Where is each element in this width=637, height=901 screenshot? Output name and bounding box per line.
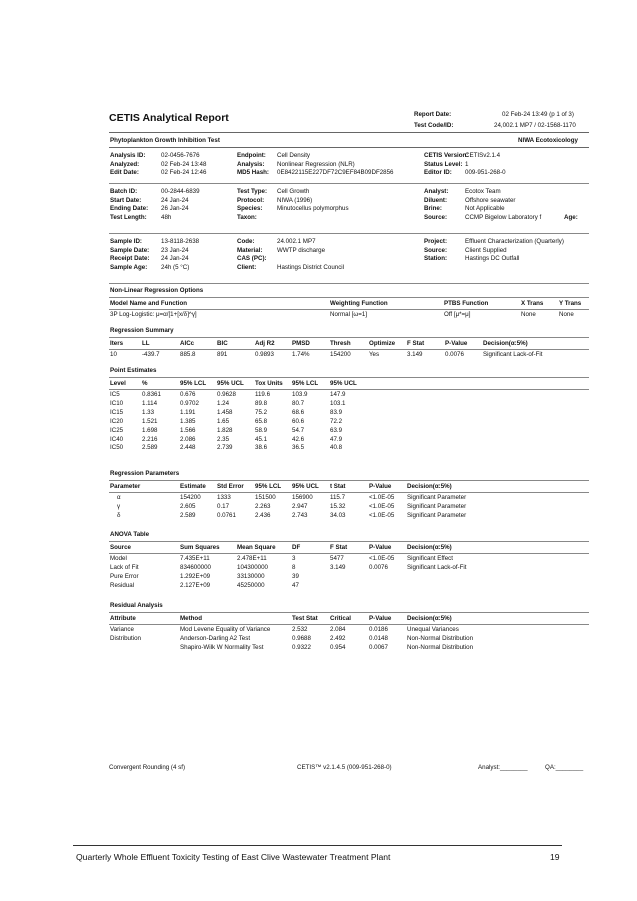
info-value: 00-2844-6839 bbox=[161, 188, 200, 195]
info-value: 1 bbox=[465, 160, 469, 168]
table-header-cell: P-Value bbox=[369, 483, 392, 490]
info-value: 009-951-268-0 bbox=[465, 169, 506, 176]
table-header-cell: Thresh bbox=[330, 340, 351, 347]
table-header-cell: PTBS Function bbox=[444, 300, 489, 307]
table-cell: 154200 bbox=[180, 494, 201, 501]
table-cell: Model bbox=[110, 555, 127, 562]
table-cell: 103.9 bbox=[292, 391, 308, 398]
table-cell: None bbox=[521, 311, 536, 318]
table-header-cell: DF bbox=[292, 544, 301, 551]
info-value: Ecotox Team bbox=[465, 188, 501, 195]
table-header-cell: Weighting Function bbox=[330, 300, 388, 307]
residual-title: Residual Analysis bbox=[110, 602, 163, 609]
table-header-cell: Model Name and Function bbox=[110, 300, 188, 307]
info-label: Project: bbox=[424, 238, 448, 245]
table-cell: 2.589 bbox=[180, 511, 196, 519]
table-cell: 1.292E+09 bbox=[180, 572, 211, 580]
table-header-cell: P-Value bbox=[369, 544, 392, 551]
table-cell: 45250000 bbox=[237, 581, 265, 589]
table-cell: 0.0148 bbox=[369, 634, 388, 642]
report-date-label: Report Date: bbox=[414, 111, 452, 118]
table-header-cell: t Stat bbox=[330, 483, 346, 490]
table-cell: 47.9 bbox=[330, 435, 343, 443]
points-title: Point Estimates bbox=[110, 367, 157, 374]
table-cell: 119.6 bbox=[255, 391, 271, 398]
table-cell: 104300000 bbox=[237, 563, 268, 571]
table-cell: 156900 bbox=[292, 494, 313, 501]
table-cell: 1.65 bbox=[217, 417, 230, 425]
table-cell: 1.74% bbox=[292, 351, 310, 358]
table-header-cell: BIC bbox=[217, 340, 228, 347]
table-cell: Unequal Variances bbox=[407, 626, 459, 633]
table-header-cell: Critical bbox=[330, 615, 351, 622]
info-label: Test Length: bbox=[110, 213, 147, 221]
table-cell: 1.828 bbox=[217, 426, 233, 434]
table-header-cell: Decision(α:5%) bbox=[407, 615, 452, 622]
table-cell: 2.448 bbox=[180, 444, 196, 452]
table-cell: IC15 bbox=[110, 408, 124, 416]
info-value: 24 Jan-24 bbox=[161, 196, 189, 204]
table-cell: 891 bbox=[217, 351, 228, 358]
table-cell: 89.8 bbox=[255, 399, 268, 407]
table-cell: 2.35 bbox=[217, 435, 230, 443]
page-number: 19 bbox=[550, 852, 560, 862]
info-label: Analysis ID: bbox=[110, 152, 146, 159]
table-header-cell: 95% LCL bbox=[180, 380, 207, 387]
info-label: Start Date: bbox=[110, 196, 142, 204]
table-cell: 2.084 bbox=[330, 626, 346, 633]
rule-2 bbox=[109, 183, 589, 184]
table-cell: 47 bbox=[292, 581, 299, 589]
table-cell: 0.954 bbox=[330, 643, 346, 651]
table-cell: 7.435E+11 bbox=[180, 555, 210, 562]
info-label: Client: bbox=[237, 263, 257, 271]
info-value: Effluent Characterization (Quarterly) bbox=[465, 238, 564, 245]
info-label: Code: bbox=[237, 238, 255, 245]
table-cell: 54.7 bbox=[292, 426, 305, 434]
table-cell: 1333 bbox=[217, 494, 231, 501]
header-rule bbox=[109, 132, 589, 133]
table-cell: 103.1 bbox=[330, 399, 346, 407]
table-cell: 45.1 bbox=[255, 435, 268, 443]
table-cell: 1.114 bbox=[142, 399, 158, 407]
table-header-cell: % bbox=[142, 380, 148, 387]
table-header-cell: Decision(α:5%) bbox=[407, 483, 452, 490]
table-cell: 8 bbox=[292, 563, 296, 571]
table-header-cell: 95% UCL bbox=[292, 483, 319, 490]
info-label: CAS (PC): bbox=[237, 255, 267, 262]
report-title: CETIS Analytical Report bbox=[109, 112, 229, 124]
info-value: Hastings DC Outfall bbox=[465, 255, 520, 262]
table-cell: IC5 bbox=[110, 391, 120, 398]
table-cell: 2.492 bbox=[330, 634, 346, 642]
info-label: Diluent: bbox=[424, 196, 448, 204]
table-header-cell: Estimate bbox=[180, 483, 206, 490]
table-cell: Significant Parameter bbox=[407, 494, 467, 501]
table-header-rule bbox=[109, 492, 589, 493]
table-cell: Non-Normal Distribution bbox=[407, 643, 474, 651]
table-cell: 0.676 bbox=[180, 391, 196, 398]
table-header-cell: F Stat bbox=[407, 340, 425, 347]
table-header-cell: Attribute bbox=[110, 615, 136, 622]
table-cell: 2.743 bbox=[292, 511, 308, 519]
info-value: CCMP Bigelow Laboratory f bbox=[465, 213, 542, 221]
test-title: Phytoplankton Growth Inhibition Test bbox=[110, 137, 220, 144]
table-cell: Significant Parameter bbox=[407, 511, 467, 519]
table-cell: δ bbox=[117, 511, 121, 519]
table-header-cell: P-Value bbox=[445, 340, 468, 347]
info-value: Cell Growth bbox=[277, 188, 310, 195]
table-cell: IC20 bbox=[110, 417, 124, 425]
table-cell: Variance bbox=[110, 626, 134, 633]
table-header-rule bbox=[109, 349, 589, 350]
info-label: Editor ID: bbox=[424, 169, 452, 176]
table-cell: 0.0076 bbox=[445, 351, 464, 358]
table-cell: 42.6 bbox=[292, 435, 305, 443]
table-header-rule bbox=[109, 624, 589, 625]
table-header-cell: Source bbox=[110, 544, 131, 551]
info-value: 24 Jan-24 bbox=[161, 255, 189, 262]
table-header-cell: P-Value bbox=[369, 615, 392, 622]
info-label: Sample Date: bbox=[110, 246, 150, 254]
table-cell: 2.532 bbox=[292, 626, 308, 633]
table-cell: 0.17 bbox=[217, 502, 230, 510]
table-cell: 38.6 bbox=[255, 444, 268, 452]
table-cell: Shapiro-Wilk W Normality Test bbox=[180, 643, 264, 651]
info-label: Source: bbox=[424, 246, 448, 254]
table-cell: 0.9688 bbox=[292, 634, 311, 642]
info-label: Source: bbox=[424, 213, 448, 221]
table-cell: 33130000 bbox=[237, 572, 265, 580]
table-cell: Mod Levene Equality of Variance bbox=[180, 626, 271, 633]
table-header-cell: Parameter bbox=[110, 483, 141, 490]
info-label: Batch ID: bbox=[110, 188, 138, 195]
table-header-cell: AICc bbox=[180, 340, 195, 347]
info-value: 24.002.1 MP7 bbox=[277, 238, 316, 245]
table-cell: 3P Log-Logistic: μ=α/[1+[x/δ]^γ] bbox=[110, 311, 197, 318]
table-cell: 151500 bbox=[255, 494, 276, 501]
table-cell: 115.7 bbox=[330, 494, 346, 501]
table-header-cell: Y Trans bbox=[559, 300, 582, 307]
table-cell: 63.9 bbox=[330, 426, 343, 434]
table-cell: 2.263 bbox=[255, 502, 271, 510]
table-cell: 2.947 bbox=[292, 502, 308, 510]
table-cell: Pure Error bbox=[110, 572, 139, 580]
table-cell: 1.698 bbox=[142, 426, 158, 434]
table-header-cell: Sum Squares bbox=[180, 544, 220, 551]
table-cell: 15.32 bbox=[330, 502, 346, 510]
table-cell: 2.436 bbox=[255, 511, 271, 519]
table-cell: 147.9 bbox=[330, 391, 346, 398]
info-value: Nonlinear Regression (NLR) bbox=[277, 160, 355, 168]
table-cell: 0.9702 bbox=[180, 399, 199, 407]
table-cell: -439.7 bbox=[142, 351, 160, 358]
table-cell: 2.127E+09 bbox=[180, 581, 211, 589]
info-value: 48h bbox=[161, 213, 172, 221]
table-cell: IC50 bbox=[110, 444, 124, 452]
info-label: Station: bbox=[424, 255, 448, 262]
table-cell: 0.0761 bbox=[217, 511, 236, 519]
rounding-note: Convergent Rounding (4 sf) bbox=[109, 764, 186, 771]
table-cell: 1.521 bbox=[142, 417, 158, 425]
table-cell: 2.216 bbox=[142, 435, 158, 443]
info-label: Protocol: bbox=[237, 196, 265, 204]
test-code: 24,002.1 MP7 / 02-1568-1170 bbox=[494, 122, 576, 129]
info-value: Client Supplied bbox=[465, 246, 507, 254]
info-label: Endpoint: bbox=[237, 152, 266, 159]
info-label: Sample Age: bbox=[110, 263, 148, 271]
info-value: 26 Jan-24 bbox=[161, 205, 189, 212]
table-header-rule bbox=[109, 553, 589, 554]
table-cell: 1.385 bbox=[180, 417, 196, 425]
table-header-rule bbox=[109, 309, 589, 310]
table-cell: <1.0E-05 bbox=[369, 502, 395, 510]
table-cell: <1.0E-05 bbox=[369, 511, 395, 519]
rule-4 bbox=[109, 283, 589, 284]
table-cell: 58.9 bbox=[255, 426, 268, 434]
table-header-cell: LL bbox=[142, 340, 150, 347]
info-label: Age: bbox=[564, 213, 578, 221]
anova-rule bbox=[109, 541, 589, 542]
table-cell: 0.9628 bbox=[217, 391, 236, 398]
table-cell: 1.191 bbox=[180, 408, 196, 416]
table-cell: 3 bbox=[292, 555, 296, 562]
table-cell: 68.6 bbox=[292, 408, 305, 416]
info-value: 0E8422115E227DF72C9EF84B09DF2856 bbox=[277, 169, 394, 176]
info-value: Not Applicable bbox=[465, 205, 505, 212]
table-cell: 39 bbox=[292, 572, 299, 580]
info-value: 02 Feb-24 12:46 bbox=[161, 169, 207, 176]
table-cell: Yes bbox=[369, 351, 380, 358]
table-cell: IC25 bbox=[110, 426, 124, 434]
info-label: Brine: bbox=[424, 205, 442, 212]
table-cell: 83.9 bbox=[330, 408, 343, 416]
table-cell: Lack of Fit bbox=[110, 563, 139, 571]
info-value: CETISv2.1.4 bbox=[465, 152, 501, 159]
table-cell: IC40 bbox=[110, 435, 124, 443]
table-cell: 2.739 bbox=[217, 444, 233, 452]
table-header-cell: PMSD bbox=[292, 340, 310, 347]
regparams-rule bbox=[109, 480, 589, 481]
table-cell: 34.03 bbox=[330, 511, 346, 519]
table-cell: 0.0067 bbox=[369, 643, 388, 651]
info-label: Sample ID: bbox=[110, 238, 142, 245]
table-cell: 10 bbox=[110, 351, 117, 358]
table-header-cell: Optimize bbox=[369, 340, 396, 347]
table-cell: Residual bbox=[110, 581, 135, 589]
info-value: Hastings District Council bbox=[277, 263, 345, 271]
table-cell: 1.33 bbox=[142, 408, 155, 416]
page-footer-title: Quarterly Whole Effluent Toxicity Testing of East Clive Wastewater Treatment Plant bbox=[76, 852, 391, 862]
info-value: 02 Feb-24 13:48 bbox=[161, 160, 207, 168]
table-header-cell: Level bbox=[110, 380, 126, 387]
qa-signature-line: QA:________ bbox=[545, 764, 584, 771]
table-cell: 885.8 bbox=[180, 351, 196, 358]
info-label: Taxon: bbox=[237, 213, 257, 221]
organization: NIWA Ecotoxicology bbox=[518, 137, 578, 144]
info-label: Receipt Date: bbox=[110, 255, 150, 262]
info-label: Test Type: bbox=[237, 188, 268, 195]
table-cell: 834600000 bbox=[180, 563, 211, 571]
table-header-cell: Std Error bbox=[217, 483, 244, 490]
residual-rule bbox=[109, 612, 589, 613]
table-cell: 75.2 bbox=[255, 408, 268, 416]
info-label: Analyst: bbox=[424, 188, 449, 195]
table-cell: Anderson-Darling A2 Test bbox=[180, 634, 251, 642]
table-cell: 0.0076 bbox=[369, 563, 388, 571]
info-label: MD5 Hash: bbox=[237, 169, 269, 176]
info-label: Species: bbox=[237, 205, 263, 212]
table-cell: 72.2 bbox=[330, 417, 343, 425]
nlr-title: Non-Linear Regression Options bbox=[110, 287, 204, 294]
table-cell: Normal [ω=1] bbox=[330, 311, 367, 318]
table-cell: 0.9322 bbox=[292, 643, 311, 651]
info-label: Analyzed: bbox=[110, 160, 140, 168]
table-cell: 1.566 bbox=[180, 426, 196, 434]
info-label: Status Level: bbox=[424, 160, 463, 168]
page-footer-rule bbox=[73, 845, 562, 846]
info-label: Analysis: bbox=[237, 160, 265, 168]
info-value: NIWA (1996) bbox=[277, 196, 313, 204]
test-code-label: Test Code/ID: bbox=[414, 122, 454, 129]
regsum-rule bbox=[109, 337, 589, 338]
analyst-signature-line: Analyst:________ bbox=[478, 764, 528, 771]
table-cell: 0.9893 bbox=[255, 351, 274, 358]
table-header-cell: Test Stat bbox=[292, 615, 318, 622]
table-header-cell: Method bbox=[180, 615, 202, 622]
table-cell: 80.7 bbox=[292, 399, 305, 407]
cetis-version-note: CETIS™ v2.1.4.5 (009-951-268-0) bbox=[297, 764, 392, 771]
table-cell: γ bbox=[117, 502, 121, 510]
table-cell: Significant Parameter bbox=[407, 502, 467, 510]
info-label: Edit Date: bbox=[110, 169, 139, 176]
table-header-cell: Mean Square bbox=[237, 544, 276, 551]
table-header-cell: Decision(α:5%) bbox=[483, 340, 528, 347]
info-value: 02-0456-7676 bbox=[161, 152, 200, 159]
info-value: Minutocellus polymorphus bbox=[277, 205, 349, 212]
table-cell: 2.086 bbox=[180, 435, 196, 443]
table-cell: 2.605 bbox=[180, 502, 196, 510]
table-header-cell: Adj R2 bbox=[255, 340, 275, 347]
table-cell: Significant Effect bbox=[407, 555, 453, 562]
info-label: Material: bbox=[237, 246, 263, 254]
table-cell: 3.149 bbox=[330, 563, 346, 571]
report-date: 02 Feb-24 13:49 (p 1 of 3) bbox=[502, 111, 574, 118]
table-cell: 5477 bbox=[330, 555, 344, 562]
table-cell: Significant Lack-of-Fit bbox=[483, 351, 543, 358]
table-cell: <1.0E-05 bbox=[369, 555, 395, 562]
rule-1 bbox=[109, 147, 589, 148]
table-cell: 0.0186 bbox=[369, 626, 388, 633]
table-cell: 36.5 bbox=[292, 444, 305, 452]
table-cell: 65.8 bbox=[255, 417, 268, 425]
info-label: Ending Date: bbox=[110, 205, 149, 212]
table-header-cell: 95% UCL bbox=[330, 380, 357, 387]
info-value: 13-8118-2638 bbox=[161, 238, 200, 245]
table-header-cell: Iters bbox=[110, 340, 124, 347]
table-header-cell: X Trans bbox=[521, 300, 544, 307]
table-cell: Off [μ*=μ] bbox=[444, 311, 471, 318]
table-cell: 40.8 bbox=[330, 444, 343, 452]
info-value: Cell Density bbox=[277, 152, 311, 159]
table-cell: 0.8361 bbox=[142, 391, 161, 398]
table-cell: 3.149 bbox=[407, 351, 423, 358]
info-value: 24h (5 °C) bbox=[161, 263, 190, 271]
table-cell: Significant Lack-of-Fit bbox=[407, 563, 467, 571]
table-cell: Non-Normal Distribution bbox=[407, 634, 474, 642]
table-header-cell: F Stat bbox=[330, 544, 348, 551]
table-cell: 1.458 bbox=[217, 408, 233, 416]
anova-title: ANOVA Table bbox=[110, 531, 150, 538]
table-cell: 154200 bbox=[330, 351, 351, 358]
table-cell: None bbox=[559, 311, 574, 318]
nlr-rule bbox=[109, 297, 589, 298]
points-rule bbox=[109, 377, 589, 378]
table-cell: <1.0E-05 bbox=[369, 494, 395, 501]
table-header-rule bbox=[109, 389, 589, 390]
table-cell: IC10 bbox=[110, 399, 124, 407]
info-value: WWTP discharge bbox=[277, 246, 326, 254]
info-value: 23 Jan-24 bbox=[161, 246, 189, 254]
table-header-cell: Decision(α:5%) bbox=[407, 544, 452, 551]
info-value: Offshore seawater bbox=[465, 196, 516, 204]
table-header-cell: 95% UCL bbox=[217, 380, 244, 387]
table-header-cell: 95% LCL bbox=[255, 483, 282, 490]
table-cell: 60.6 bbox=[292, 417, 305, 425]
table-cell: 1.24 bbox=[217, 399, 230, 407]
table-cell: α bbox=[117, 494, 121, 501]
rule-3 bbox=[109, 233, 589, 234]
table-cell: 2.589 bbox=[142, 444, 158, 452]
regsum-title: Regression Summary bbox=[110, 327, 174, 334]
table-cell: 2.478E+11 bbox=[237, 555, 267, 562]
table-header-cell: Tox Units bbox=[255, 380, 283, 387]
regparams-title: Regression Parameters bbox=[110, 470, 180, 477]
table-header-cell: 95% LCL bbox=[292, 380, 319, 387]
table-cell: Distribution bbox=[110, 634, 141, 642]
info-label: CETIS Version: bbox=[424, 152, 469, 159]
